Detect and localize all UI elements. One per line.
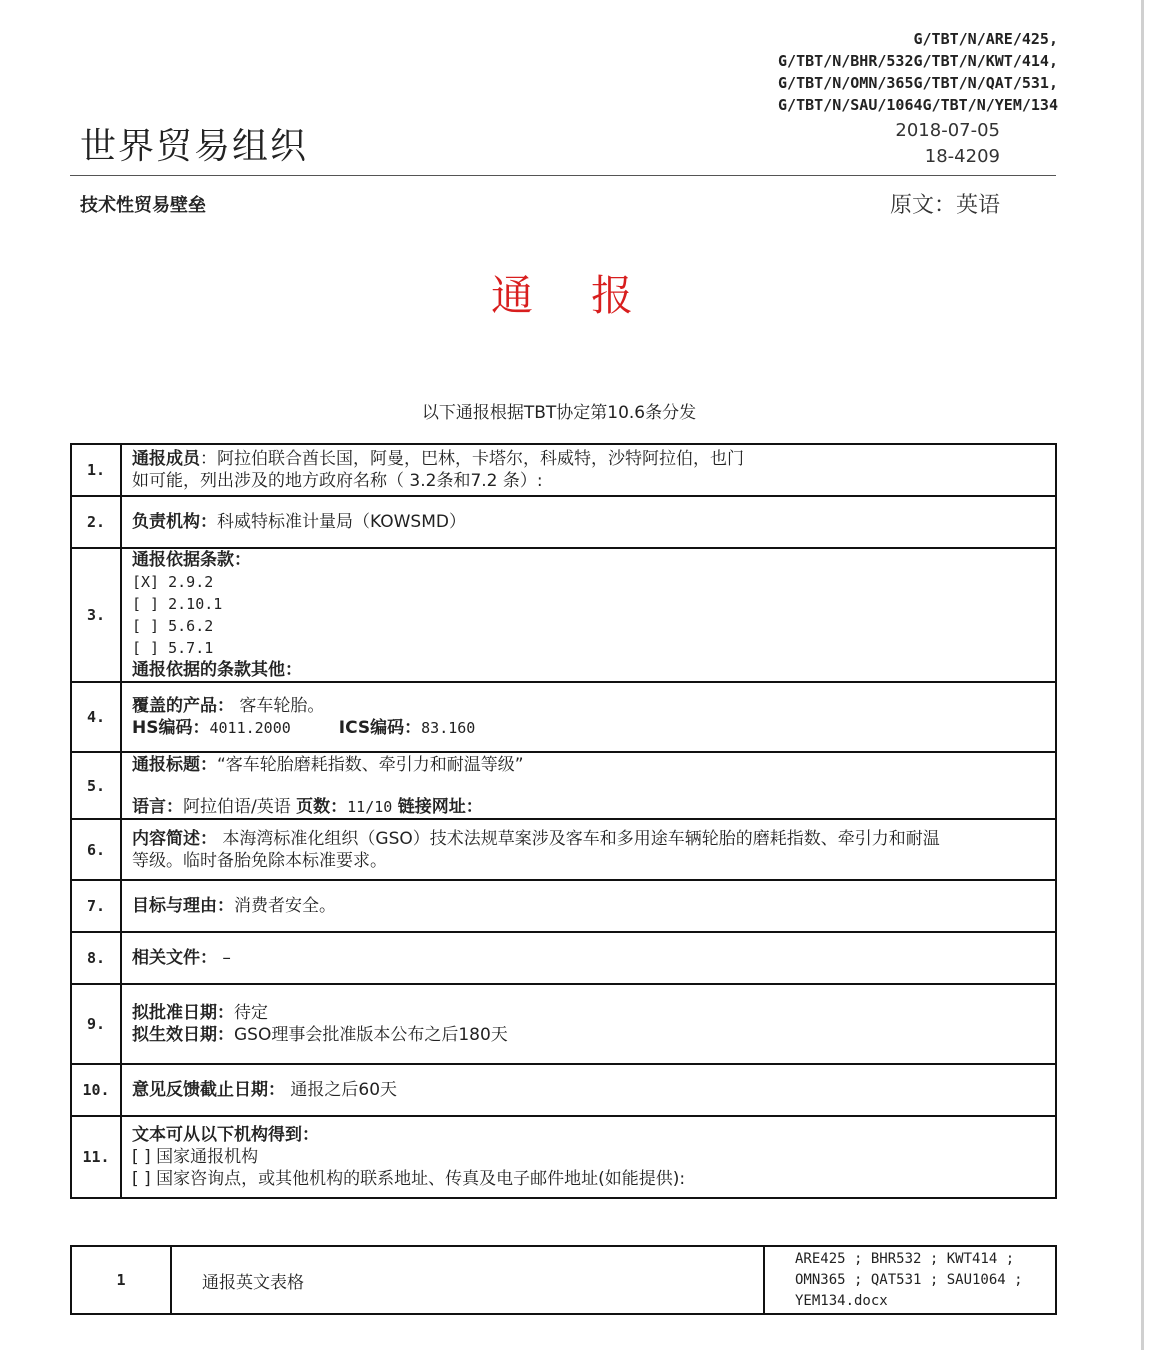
title-char: 通 bbox=[490, 271, 535, 320]
pages-label: 页数： bbox=[296, 796, 348, 817]
table-row bbox=[71, 752, 1056, 819]
table-row bbox=[71, 1246, 1056, 1314]
row-number: 9. bbox=[71, 984, 121, 1064]
document-number: 18-4209 bbox=[924, 146, 1000, 167]
field-value: 消费者安全。 bbox=[234, 896, 336, 916]
table-row bbox=[71, 880, 1056, 932]
field-label: 相关文件： bbox=[132, 948, 217, 968]
row-content bbox=[121, 548, 1056, 682]
checkbox-option: [ ] 5.6.2 bbox=[132, 617, 214, 635]
document-symbol-line: G/TBT/N/ARE/425, bbox=[913, 30, 1058, 48]
field-value: ：阿拉伯联合酋长国，阿曼，巴林，卡塔尔，科威特，沙特阿拉伯，也门 bbox=[200, 449, 744, 469]
row-content bbox=[121, 880, 1056, 932]
field-label: 通报依据条款： bbox=[132, 550, 251, 570]
language-value: 阿拉伯语/英语 bbox=[183, 796, 291, 817]
field-label: 负责机构： bbox=[132, 512, 217, 532]
row-number: 4. bbox=[71, 682, 121, 752]
field-value: – bbox=[217, 948, 231, 968]
original-language: 原文：英语 bbox=[889, 193, 1000, 218]
attachment-table bbox=[70, 1245, 1057, 1315]
approval-date-value: 待定 bbox=[234, 1003, 268, 1023]
row-content bbox=[121, 1116, 1056, 1198]
attachment-description: 通报英文表格 bbox=[171, 1246, 764, 1314]
attachment-file-line: OMN365 ; QAT531 ; SAU1064 ; bbox=[795, 1271, 1023, 1288]
checkbox-option: [ ] 国家咨询点，或其他机构的联系地址、传真及电子邮件地址(如能提供): bbox=[132, 1169, 686, 1189]
row-number: 3. bbox=[71, 548, 121, 682]
field-value: 科威特标准计量局（KOWSMD） bbox=[217, 512, 466, 532]
row-content bbox=[121, 984, 1056, 1064]
notification-table bbox=[70, 443, 1057, 1199]
table-row bbox=[71, 819, 1056, 880]
field-label: 通报成员 bbox=[132, 449, 200, 469]
field-label: 内容简述： bbox=[132, 828, 217, 849]
document-date: 2018-07-05 bbox=[895, 120, 1000, 141]
field-label: 文本可从以下机构得到： bbox=[132, 1125, 319, 1145]
row-number: 10. bbox=[71, 1064, 121, 1116]
field-label: 覆盖的产品： bbox=[132, 696, 234, 716]
table-row bbox=[71, 682, 1056, 752]
table-row bbox=[71, 548, 1056, 682]
row-number: 7. bbox=[71, 880, 121, 932]
table-row bbox=[71, 984, 1056, 1064]
table-row bbox=[71, 496, 1056, 548]
row-number: 8. bbox=[71, 932, 121, 984]
row-content bbox=[121, 932, 1056, 984]
field-label: 意见反馈截止日期： bbox=[132, 1080, 285, 1100]
approval-date-label: 拟批准日期： bbox=[132, 1003, 234, 1023]
table-row bbox=[71, 1116, 1056, 1198]
document-symbol-line: G/TBT/N/SAU/1064G/TBT/N/YEM/134 bbox=[778, 96, 1058, 114]
distribution-note: 以下通报根据TBT协定第10.6条分发 bbox=[421, 403, 697, 423]
row-content bbox=[121, 496, 1056, 548]
row-number: 2. bbox=[71, 496, 121, 548]
attachment-number: 1 bbox=[71, 1246, 171, 1314]
pages-value: 11/10 bbox=[347, 797, 393, 816]
organization-name: 世界贸易组织 bbox=[80, 126, 309, 167]
document-symbol-line: G/TBT/N/OMN/365G/TBT/N/QAT/531, bbox=[778, 74, 1058, 92]
attachment-file-link[interactable] bbox=[764, 1246, 1056, 1314]
header-divider bbox=[70, 175, 1056, 176]
row-number: 1. bbox=[71, 444, 121, 496]
checkbox-option: [X] 2.9.2 bbox=[132, 573, 214, 591]
field-value: 本海湾标准化组织（GSO）技术法规草案涉及客车和多用途车辆轮胎的磨耗指数、牵引力和耐温 bbox=[217, 828, 940, 849]
checkbox-option: [ ] 2.10.1 bbox=[132, 595, 223, 613]
checkbox-option: [ ] 5.7.1 bbox=[132, 639, 214, 657]
committee-name: 技术性贸易壁垒 bbox=[80, 195, 206, 216]
field-value: 客车轮胎。 bbox=[234, 696, 325, 716]
row-content bbox=[121, 1064, 1056, 1116]
attachment-file-line: YEM134.docx bbox=[795, 1292, 888, 1309]
page-title bbox=[0, 263, 1126, 323]
table-row bbox=[71, 932, 1056, 984]
language-label: 语言： bbox=[132, 796, 183, 817]
field-label: 通报依据的条款其他： bbox=[132, 660, 302, 680]
field-label: 通报标题： bbox=[132, 754, 217, 775]
row-number: 5. bbox=[71, 752, 121, 819]
table-row bbox=[71, 1064, 1056, 1116]
link-label: 链接网址： bbox=[397, 796, 483, 817]
field-value-continued: 等级。临时备胎免除本标准要求。 bbox=[132, 850, 387, 871]
ics-value: 83.160 bbox=[421, 719, 476, 737]
hs-value: 4011.2000 bbox=[209, 719, 291, 737]
effective-date-value: GSO理事会批准版本公布之后180天 bbox=[234, 1025, 508, 1045]
document-meta bbox=[895, 118, 1000, 170]
row-number: 6. bbox=[71, 819, 121, 880]
attachment-file-line: ARE425 ; BHR532 ; KWT414 ; bbox=[795, 1250, 1015, 1267]
row-content bbox=[121, 752, 1056, 819]
row-number: 11. bbox=[71, 1116, 121, 1198]
page-edge-divider bbox=[1141, 0, 1144, 1350]
row-content bbox=[121, 682, 1056, 752]
effective-date-label: 拟生效日期： bbox=[132, 1025, 234, 1045]
title-char: 报 bbox=[591, 271, 636, 320]
table-row bbox=[71, 444, 1056, 496]
hs-label: HS编码： bbox=[132, 718, 210, 738]
checkbox-option: [ ] 国家通报机构 bbox=[132, 1147, 259, 1167]
field-note: 如可能，列出涉及的地方政府名称（ 3.2条和7.2 条）: bbox=[132, 471, 543, 491]
field-value: 通报之后60天 bbox=[285, 1080, 398, 1100]
row-content bbox=[121, 819, 1056, 880]
field-value: “客车轮胎磨耗指数、牵引力和耐温等级” bbox=[217, 754, 524, 775]
ics-label: ICS编码： bbox=[338, 718, 422, 738]
document-symbols bbox=[778, 28, 1058, 116]
row-content bbox=[121, 444, 1056, 496]
document-symbol-line: G/TBT/N/BHR/532G/TBT/N/KWT/414, bbox=[778, 52, 1058, 70]
field-label: 目标与理由： bbox=[132, 896, 234, 916]
